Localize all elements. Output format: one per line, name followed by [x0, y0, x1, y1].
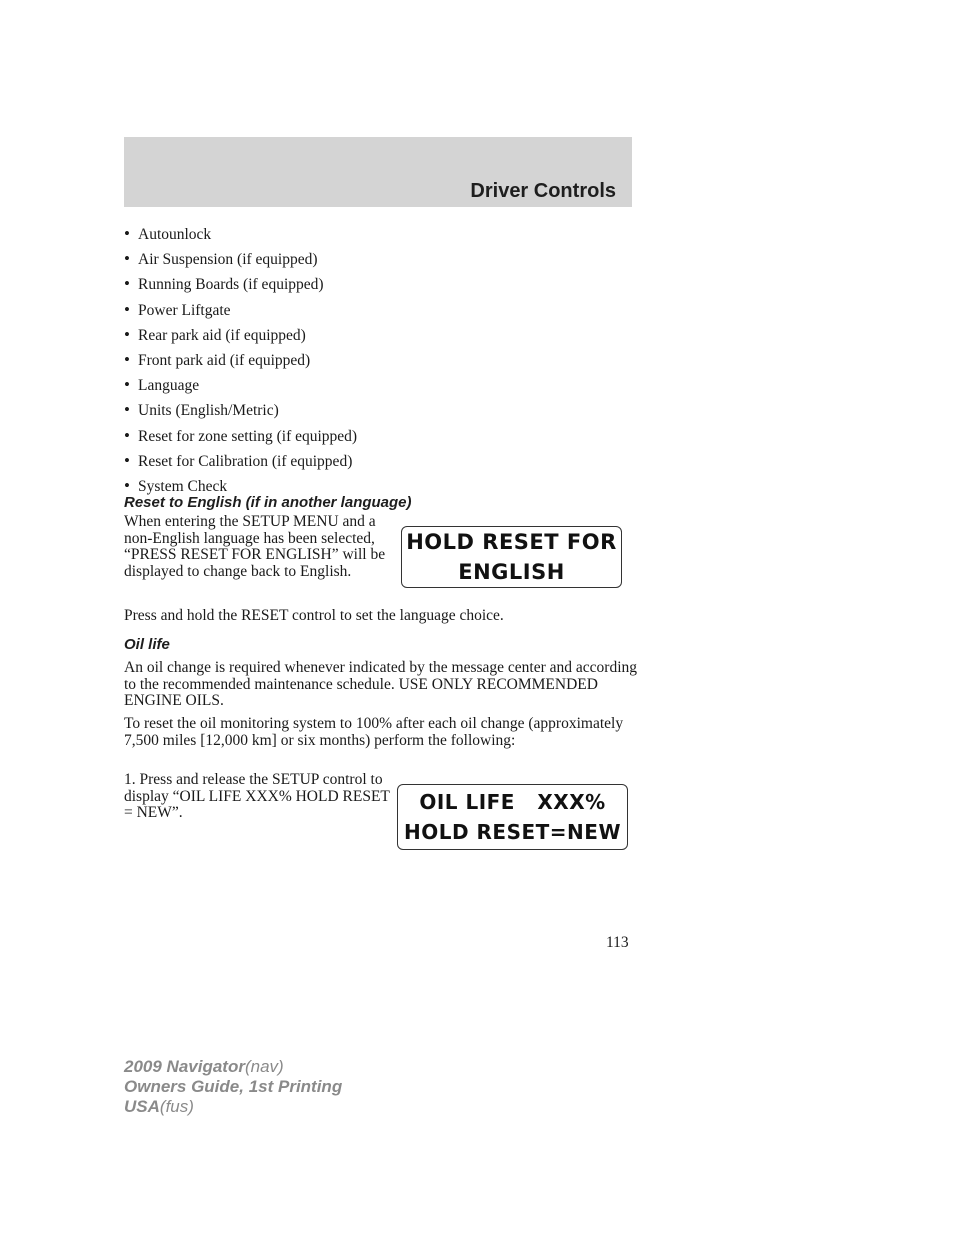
message-center-display-oil-life: [397, 784, 628, 850]
list-item: • Rear park aid (if equipped): [124, 323, 357, 348]
oil-reset-paragraph: To reset the oil monitoring system to 100% after each oil change (approximately 7,500 miles [12,000 km] or six months) perform the following:: [124, 715, 624, 749]
footer-market-code: (fus): [159, 1097, 194, 1116]
reset-english-body: When entering the SETUP MENU and a non-English language has been selected, “PRESS RESET FOR ENGLISH” will be displayed to change back to English.: [124, 513, 386, 580]
list-item: • Units (English/Metric): [124, 398, 357, 423]
display-line: HOLD RESET FOR: [406, 530, 617, 554]
message-center-display-english: [401, 526, 622, 588]
display-line: ENGLISH: [458, 560, 565, 584]
list-item: • Air Suspension (if equipped): [124, 247, 357, 272]
footer-model-code: (nav): [244, 1057, 284, 1076]
list-item: • Autounlock: [124, 222, 357, 247]
oil-life-paragraph: An oil change is required whenever indicated by the message center and according to the recommended maintenance schedule. USE ONLY RECOMMENDED ENGINE OILS.: [124, 659, 638, 709]
reset-english-heading: Reset to English (if in another language): [124, 494, 412, 511]
setup-menu-list: [124, 222, 357, 499]
list-item: • Front park aid (if equipped): [124, 348, 357, 373]
list-item: • Reset for zone setting (if equipped): [124, 424, 357, 449]
oil-life-heading: Oil life: [124, 636, 170, 653]
list-item: • System Check: [124, 474, 357, 499]
page-number: 113: [606, 934, 629, 951]
display-line: HOLD RESET=NEW: [403, 820, 622, 844]
display-line: OIL LIFE XXX%: [419, 790, 606, 814]
footer-model: 2009 Navigator: [124, 1057, 245, 1076]
list-item: • Running Boards (if equipped): [124, 272, 357, 297]
section-title: Driver Controls: [470, 180, 616, 202]
document-footer: [124, 1057, 342, 1117]
list-item: • Power Liftgate: [124, 298, 357, 323]
list-item: • Language: [124, 373, 357, 398]
section-header-band: [124, 137, 632, 207]
footer-guide-edition: Owners Guide, 1st Printing: [124, 1077, 343, 1096]
oil-reset-step-1: 1. Press and release the SETUP control to display “OIL LIFE XXX% HOLD RESET = NEW”.: [124, 771, 390, 821]
footer-market: USA: [124, 1097, 160, 1116]
reset-english-instruction: Press and hold the RESET control to set the language choice.: [124, 607, 504, 624]
list-item: • Reset for Calibration (if equipped): [124, 449, 357, 474]
